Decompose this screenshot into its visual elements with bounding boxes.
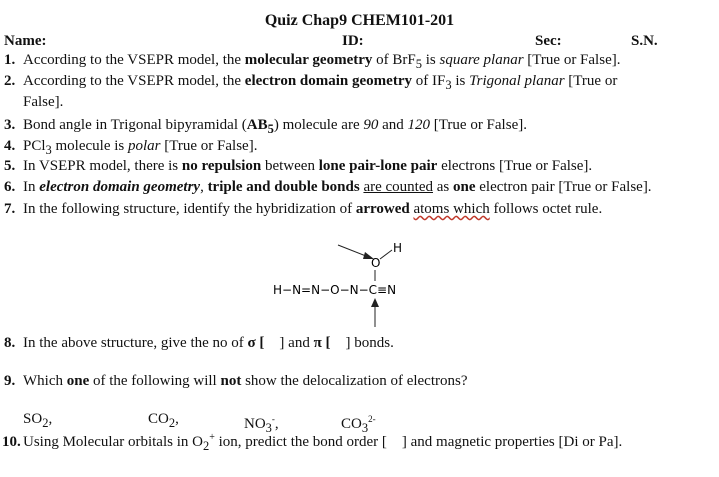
question-1: 1. According to the VSEPR model, the molecular geometry of BrF$_5$ is square planar [True or False].	[4, 52, 621, 71]
structure-oxygen-label: O	[371, 256, 381, 270]
question-number: 8.	[4, 335, 16, 351]
id-label: ID:	[342, 33, 364, 49]
question-10: 10. Using Molecular orbitals in $O_2^+$ ion, predict the bond order [ ] and magnetic properties [Di or Pa].	[2, 432, 623, 453]
structure-hydrogen-label: H	[393, 241, 403, 255]
question-number: 5.	[4, 158, 16, 174]
question-number: 4.	[4, 138, 16, 154]
question-9: 9. Which one of the following will not show the delocalization of electrons?	[4, 373, 468, 389]
sigma-bond-blank[interactable]: σ [	[247, 335, 265, 351]
question-number: 6.	[4, 179, 16, 195]
structure-chain: H−N=N−O−N−C≡N	[273, 283, 397, 297]
question-7: 7. In the following structure, identify the hybridization of arrowed atoms which follows octet rule.	[4, 201, 603, 217]
sec-label: Sec:	[535, 33, 562, 49]
question-2: 2. According to the VSEPR model, the electron domain geometry of $IF_3$ is Trigonal planar [True or	[4, 73, 618, 92]
chemical-structure	[260, 232, 450, 332]
option-so2[interactable]: $SO_2$,	[23, 411, 53, 430]
question-number: 7.	[4, 201, 16, 217]
question-5: 5. In VSEPR model, there is no repulsion between lone pair-lone pair electrons [True or False].	[4, 158, 593, 174]
question-number: 2.	[4, 73, 16, 89]
question-8: 8. In the above structure, give the no of σ [ ] and π [ ] bonds.	[4, 335, 394, 351]
question-number: 3.	[4, 117, 16, 133]
name-label: Name:	[4, 33, 47, 49]
question-number: 1.	[4, 52, 16, 68]
option-co3-2minus[interactable]: $CO_3^{2-}$	[341, 414, 376, 435]
question-number: 10.	[2, 434, 21, 450]
oh-bond	[380, 250, 392, 259]
question-4: 4. PCl$_3$ molecule is polar [True or False].	[4, 138, 258, 157]
question-2-continued: False].	[23, 94, 64, 110]
arrow-to-nitrogen-head	[371, 298, 379, 307]
question-6: 6. In electron domain geometry, triple and double bonds are counted as one electron pair [True or False].	[4, 179, 652, 195]
sn-label: S.N.	[631, 33, 658, 49]
question-number: 9.	[4, 373, 16, 389]
option-no3-minus[interactable]: $NO_3^-$,	[244, 414, 279, 435]
pi-bond-blank[interactable]: π [	[313, 335, 331, 351]
option-co2[interactable]: $CO_2$,	[148, 411, 179, 430]
quiz-title: Quiz Chap9 CHEM101-201	[264, 12, 455, 29]
question-3: 3. Bond angle in Trigonal bipyramidal $(AB_5)$ molecule are 90 and 120 [True or False].	[4, 117, 527, 136]
